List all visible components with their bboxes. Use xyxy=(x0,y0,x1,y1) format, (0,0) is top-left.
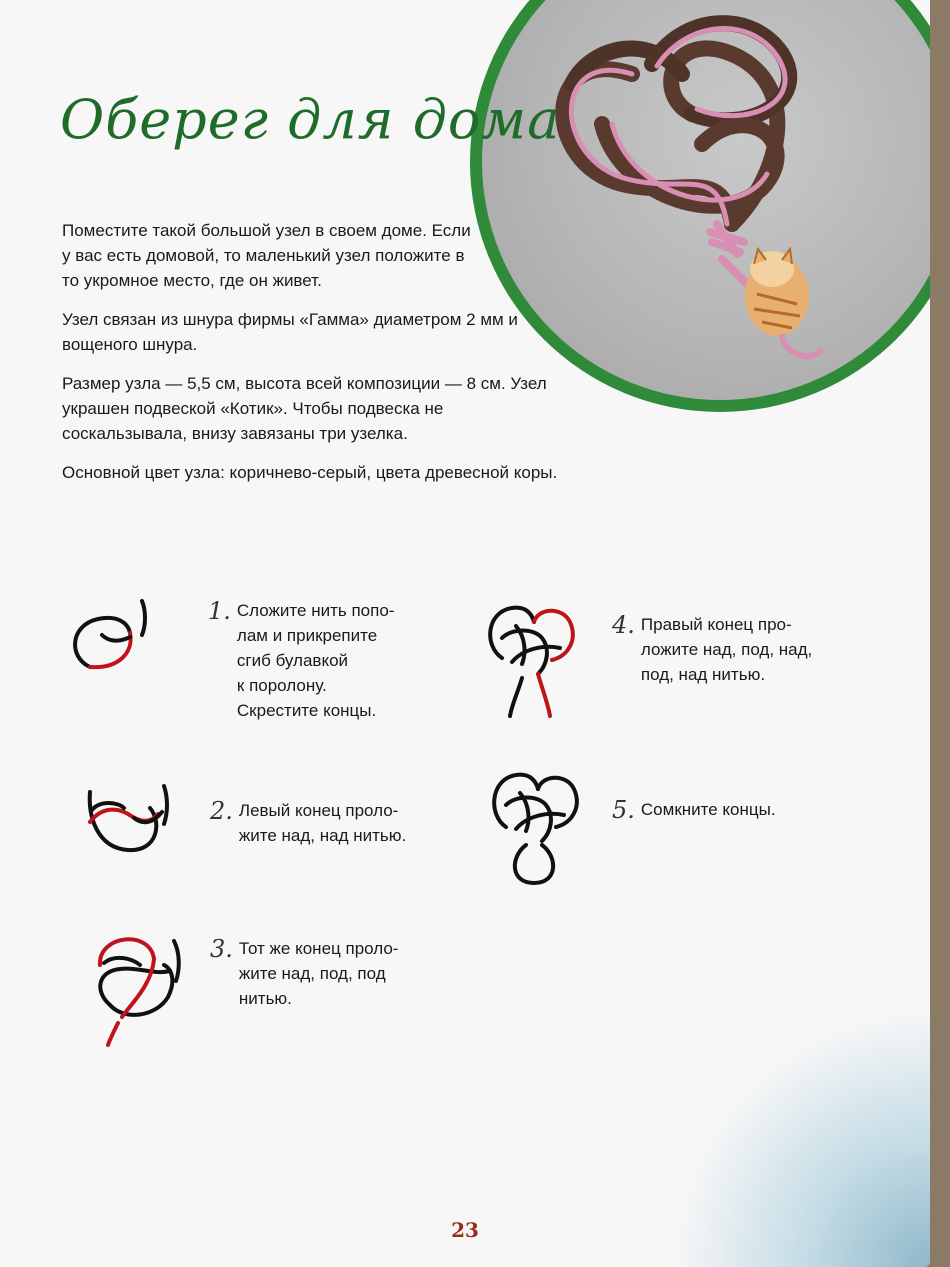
intro-text xyxy=(62,218,622,499)
step-1-diagram xyxy=(68,595,163,675)
step-text: Сомкните концы. xyxy=(640,800,776,819)
step-2-diagram xyxy=(78,778,178,858)
step-number: 3. xyxy=(210,935,233,963)
page-number: 23 xyxy=(451,1218,479,1242)
step-1 xyxy=(208,598,394,723)
step-4 xyxy=(612,612,812,687)
step-text: Левый конец проло- жите над, над нитью. xyxy=(238,801,407,845)
step-text: Сложите нить попо- лам и прикрепите сгиб булавкой к поролону. Скрестите концы. xyxy=(236,601,395,720)
intro-paragraph: Основной цвет узла: коричнево-серый, цвета древесной коры. xyxy=(62,463,558,482)
step-text: Правый конец про- ложите над, под, над, под, над нитью. xyxy=(640,615,813,684)
intro-paragraph: Размер узла — 5,5 см, высота всей композиции — 8 см. Узел украшен подвеской «Котик». Чтобы подвеска не соскальзывала, внизу завязаны три узелка. xyxy=(62,374,547,443)
step-2 xyxy=(210,798,406,848)
step-4-diagram xyxy=(482,598,582,723)
page-title: Оберег для дома xyxy=(60,88,561,151)
intro-paragraph: Поместите такой большой узел в своем доме. Если у вас есть домовой, то маленький узел положите в то укромное место, где он живет. xyxy=(62,221,471,290)
step-number: 5. xyxy=(612,796,635,824)
step-text: Тот же конец проло- жите над, под, под нитью. xyxy=(238,939,399,1008)
step-5-diagram xyxy=(486,765,586,890)
intro-paragraph: Узел связан из шнура фирмы «Гамма» диаметром 2 мм и вощеного шнура. xyxy=(62,310,518,354)
step-number: 4. xyxy=(612,611,635,639)
step-number: 2. xyxy=(210,797,233,825)
step-3 xyxy=(210,936,398,1011)
step-number: 1. xyxy=(208,597,231,625)
step-3-diagram xyxy=(90,925,190,1050)
step-5 xyxy=(612,797,776,823)
